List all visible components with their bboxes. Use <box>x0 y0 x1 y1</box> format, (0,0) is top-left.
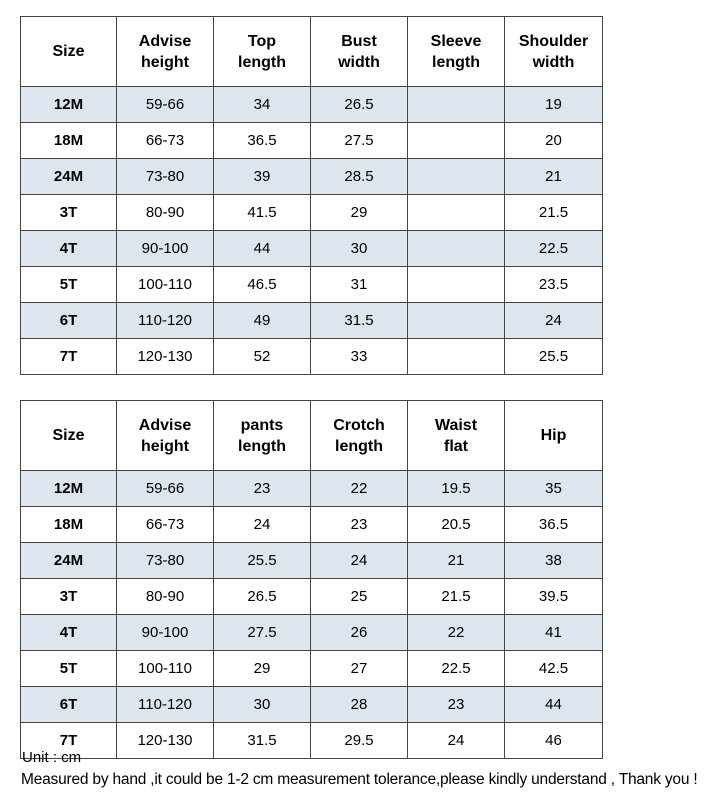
size-cell: 3T <box>21 579 117 615</box>
value-cell: 25.5 <box>214 543 311 579</box>
value-cell: 22.5 <box>505 231 603 267</box>
value-cell: 22 <box>408 615 505 651</box>
value-cell: 20 <box>505 123 603 159</box>
value-cell: 31.5 <box>214 723 311 759</box>
value-cell: 21.5 <box>505 195 603 231</box>
header-pants-length: pants length <box>214 401 311 471</box>
value-cell: 36.5 <box>214 123 311 159</box>
value-cell: 22 <box>311 471 408 507</box>
value-cell: 110-120 <box>117 303 214 339</box>
table-row <box>21 231 603 267</box>
value-cell: 38 <box>505 543 603 579</box>
value-cell: 73-80 <box>117 159 214 195</box>
bottom-size-table <box>20 400 603 759</box>
value-cell: 22.5 <box>408 651 505 687</box>
value-cell: 30 <box>214 687 311 723</box>
header-crotch-length: Crotch length <box>311 401 408 471</box>
value-cell: 30 <box>311 231 408 267</box>
table-row <box>21 303 603 339</box>
value-cell: 27.5 <box>311 123 408 159</box>
table-header-row <box>21 401 603 471</box>
table-row <box>21 543 603 579</box>
value-cell: 31.5 <box>311 303 408 339</box>
header-hip: Hip <box>505 401 603 471</box>
value-cell: 39 <box>214 159 311 195</box>
table-row <box>21 123 603 159</box>
table-row <box>21 471 603 507</box>
value-cell: 29.5 <box>311 723 408 759</box>
table-row <box>21 579 603 615</box>
size-cell: 4T <box>21 615 117 651</box>
value-cell: 28.5 <box>311 159 408 195</box>
value-cell: 24 <box>311 543 408 579</box>
value-cell: 23 <box>408 687 505 723</box>
unit-note: Unit : cm <box>22 749 82 766</box>
value-cell: 66-73 <box>117 123 214 159</box>
header-shoulder-width: Shoulder width <box>505 17 603 87</box>
size-cell: 7T <box>21 723 117 759</box>
value-cell: 31 <box>311 267 408 303</box>
header-size: Size <box>21 17 117 87</box>
value-cell: 110-120 <box>117 687 214 723</box>
table-row <box>21 339 603 375</box>
value-cell: 25.5 <box>505 339 603 375</box>
header-size: Size <box>21 401 117 471</box>
table-row <box>21 687 603 723</box>
table-row <box>21 267 603 303</box>
header-waist-flat: Waist flat <box>408 401 505 471</box>
table-row <box>21 195 603 231</box>
value-cell: 23.5 <box>505 267 603 303</box>
value-cell <box>408 267 505 303</box>
value-cell: 90-100 <box>117 231 214 267</box>
value-cell <box>408 231 505 267</box>
table-row <box>21 87 603 123</box>
size-cell: 3T <box>21 195 117 231</box>
size-cell: 4T <box>21 231 117 267</box>
value-cell: 36.5 <box>505 507 603 543</box>
value-cell: 120-130 <box>117 723 214 759</box>
size-cell: 6T <box>21 687 117 723</box>
size-cell: 7T <box>21 339 117 375</box>
value-cell: 90-100 <box>117 615 214 651</box>
value-cell: 73-80 <box>117 543 214 579</box>
value-cell: 24 <box>505 303 603 339</box>
table-row <box>21 615 603 651</box>
value-cell: 44 <box>505 687 603 723</box>
value-cell <box>408 195 505 231</box>
value-cell: 19 <box>505 87 603 123</box>
size-cell: 24M <box>21 543 117 579</box>
value-cell: 41.5 <box>214 195 311 231</box>
value-cell <box>408 123 505 159</box>
value-cell <box>408 339 505 375</box>
value-cell: 52 <box>214 339 311 375</box>
value-cell: 26.5 <box>311 87 408 123</box>
value-cell: 49 <box>214 303 311 339</box>
value-cell: 26 <box>311 615 408 651</box>
value-cell: 21 <box>408 543 505 579</box>
value-cell: 27 <box>311 651 408 687</box>
value-cell: 35 <box>505 471 603 507</box>
size-cell: 18M <box>21 123 117 159</box>
value-cell: 120-130 <box>117 339 214 375</box>
value-cell: 80-90 <box>117 195 214 231</box>
table-row <box>21 651 603 687</box>
value-cell: 26.5 <box>214 579 311 615</box>
value-cell <box>408 303 505 339</box>
table-header-row <box>21 17 603 87</box>
size-cell: 5T <box>21 651 117 687</box>
value-cell: 29 <box>214 651 311 687</box>
value-cell: 24 <box>214 507 311 543</box>
value-cell: 21.5 <box>408 579 505 615</box>
header-advise-height: Advise height <box>117 401 214 471</box>
value-cell: 100-110 <box>117 267 214 303</box>
value-cell: 34 <box>214 87 311 123</box>
value-cell: 28 <box>311 687 408 723</box>
value-cell: 25 <box>311 579 408 615</box>
size-cell: 24M <box>21 159 117 195</box>
value-cell: 46.5 <box>214 267 311 303</box>
value-cell: 44 <box>214 231 311 267</box>
value-cell: 23 <box>311 507 408 543</box>
header-bust-width: Bust width <box>311 17 408 87</box>
table-row <box>21 159 603 195</box>
value-cell: 29 <box>311 195 408 231</box>
value-cell: 59-66 <box>117 471 214 507</box>
value-cell: 27.5 <box>214 615 311 651</box>
value-cell: 21 <box>505 159 603 195</box>
value-cell: 59-66 <box>117 87 214 123</box>
size-cell: 6T <box>21 303 117 339</box>
size-cell: 18M <box>21 507 117 543</box>
table-row <box>21 723 603 759</box>
size-cell: 12M <box>21 471 117 507</box>
size-cell: 12M <box>21 87 117 123</box>
size-cell: 5T <box>21 267 117 303</box>
top-size-table <box>20 16 603 375</box>
value-cell: 33 <box>311 339 408 375</box>
value-cell: 41 <box>505 615 603 651</box>
table-row <box>21 507 603 543</box>
value-cell <box>408 159 505 195</box>
value-cell: 24 <box>408 723 505 759</box>
value-cell: 42.5 <box>505 651 603 687</box>
header-top-length: Top length <box>214 17 311 87</box>
value-cell: 46 <box>505 723 603 759</box>
value-cell: 23 <box>214 471 311 507</box>
value-cell: 39.5 <box>505 579 603 615</box>
value-cell: 20.5 <box>408 507 505 543</box>
header-sleeve-length: Sleeve length <box>408 17 505 87</box>
value-cell: 66-73 <box>117 507 214 543</box>
header-advise-height: Advise height <box>117 17 214 87</box>
value-cell: 100-110 <box>117 651 214 687</box>
value-cell <box>408 87 505 123</box>
value-cell: 80-90 <box>117 579 214 615</box>
value-cell: 19.5 <box>408 471 505 507</box>
tolerance-note: Measured by hand ,it could be 1-2 cm measurement tolerance,please kindly understand , Thank you ! <box>21 771 698 788</box>
